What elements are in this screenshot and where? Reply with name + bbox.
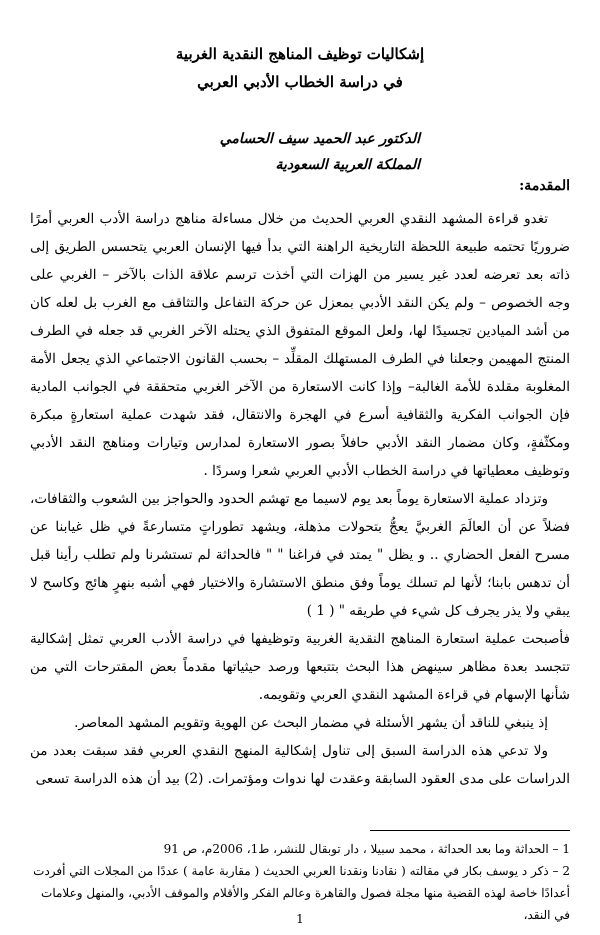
author-block: [220, 126, 420, 178]
section-heading: المقدمة:: [519, 178, 570, 194]
title-line-2: في دراسة الخطاب الأدبي العربي: [197, 73, 403, 91]
paragraph-5: ولا تدعي هذه الدراسة السبق إلى تناول إشكالية المنهج النقدي العربي فقد سبقت بعدد من الدراسات على مدى العقود السابقة وعقدت لها ندوات ومؤتمرات. (2) بيد أن هذه الدراسة تسعى: [30, 743, 570, 787]
paragraph-2: وتزداد عملية الاستعارة يوماً بعد يوم لاسيما مع تهشم الحدود والحواجز بين الشعوب والثقافات، فضلاً عن أن العالَمَ الغربيَّ يعجُّ بتحولات مذهلة، ويشهد تطوراتٍ متسارعةً في ظل غيابنا عن مسرح الفعل الحضاري .. و يظل " يمتد في فراغنا " " فالحداثة لم تستشرنا ولم تطلب رأينا قبل أن تدهس بابنا؛ لأنها لم تسلك يوماً وفق منطق الاستشارة والاختيار فهي أشبه بنهرٍ هائج وكاسح لا يبقي ولا يذر يجرف كل شيء في طريقه " ( 1 ): [30, 491, 570, 619]
body-text: [30, 205, 570, 793]
author-name: الدكتور عبد الحميد سيف الحسامي: [219, 131, 420, 147]
paragraph-3: فأصبحت عملية استعارة المناهج النقدية الغربية وتوظيفها في دراسة الأدب العربي تمثل إشكالية تتجسد بعدة مظاهر سينهض هذا البحث بتتبعها ورصد حيثياتها مقدماً بعض المقترحات التي من شأنها الإسهام في قراءة المشهد النقدي العربي وتقويمه.: [30, 631, 570, 703]
paragraph-1: تغدو قراءة المشهد النقدي العربي الحديث من خلال مساءلة مناهج دراسة الأدب العربي أمرًا ضروريًا تحتمه طبيعة اللحظة التاريخية الراهنة التي بدأ فيها الإنسان العربي يتحسس الطريق إلى ذاته بعد تعرضه لعدد غير يسير من الهزات التي أخذت ترسم علاقة الذات بالآخر – الغربي على وجه الخصوص – ولم يكن النقد الأدبي بمعزل عن حركة التفاعل والتثاقف مع الغرب بل لعله كان من أشد الميادين تجسيدًا لها، ولعل الموقع المتفوق الذي يحتله الآخر الغربي قد جعله في الطرف المنتج المهيمن وجعلنا في الطرف المستهلك المقلِّد – بحسب القانون الاجتماعي الذي يجعل الأمة المغلوبة مقلدة للأمة الغالبة– وإذا كانت الاستعارة من الآخر الغربي متحققة في الجوانب المادية فإن الجوانب الفكرية والثقافية أسرع في الهجرة والانتقال، فقد شهدت عملية استعارةٍ مبكرة ومكثّفةٍ، وكان مضمار النقد الأدبي حافلاً بصور الاستعارة لمدارس وتيارات ومناهج النقد الأدبي وتوظيف معطياتها في دراسة الخطاب الأدبي العربي شعرا وسردًا .: [30, 211, 570, 479]
footnote-1: 1 – الحداثة وما بعد الحداثة ، محمد سبيلا ، دار توبقال للنشر، ط1، 2006م، ص 91: [163, 842, 570, 856]
title-line-1: إشكاليات توظيف المناهج النقدية الغربية: [175, 45, 425, 63]
author-affiliation: المملكة العربية السعودية: [275, 157, 420, 173]
footnote-divider: [370, 830, 570, 831]
footnote-2: 2 – ذكر د يوسف بكار في مقالته ( نقادنا ونقدنا العربي الحديث ( مقاربة عامة ) عددًا من المجلات التي أفردت أعدادًا خاصة لهذه القضية منها مجلة فصول والقاهرة وعالم الفكر والأقلام والموقف الأدبي، والمنهل وعلامات في النقد،: [33, 864, 570, 922]
paper-title: [0, 40, 600, 96]
paragraph-4: إذ ينبغي للناقد أن يشهر الأسئلة في مضمار البحث عن الهوية وتقويم المشهد المعاصر.: [74, 715, 548, 731]
page-number: 1: [296, 912, 304, 926]
